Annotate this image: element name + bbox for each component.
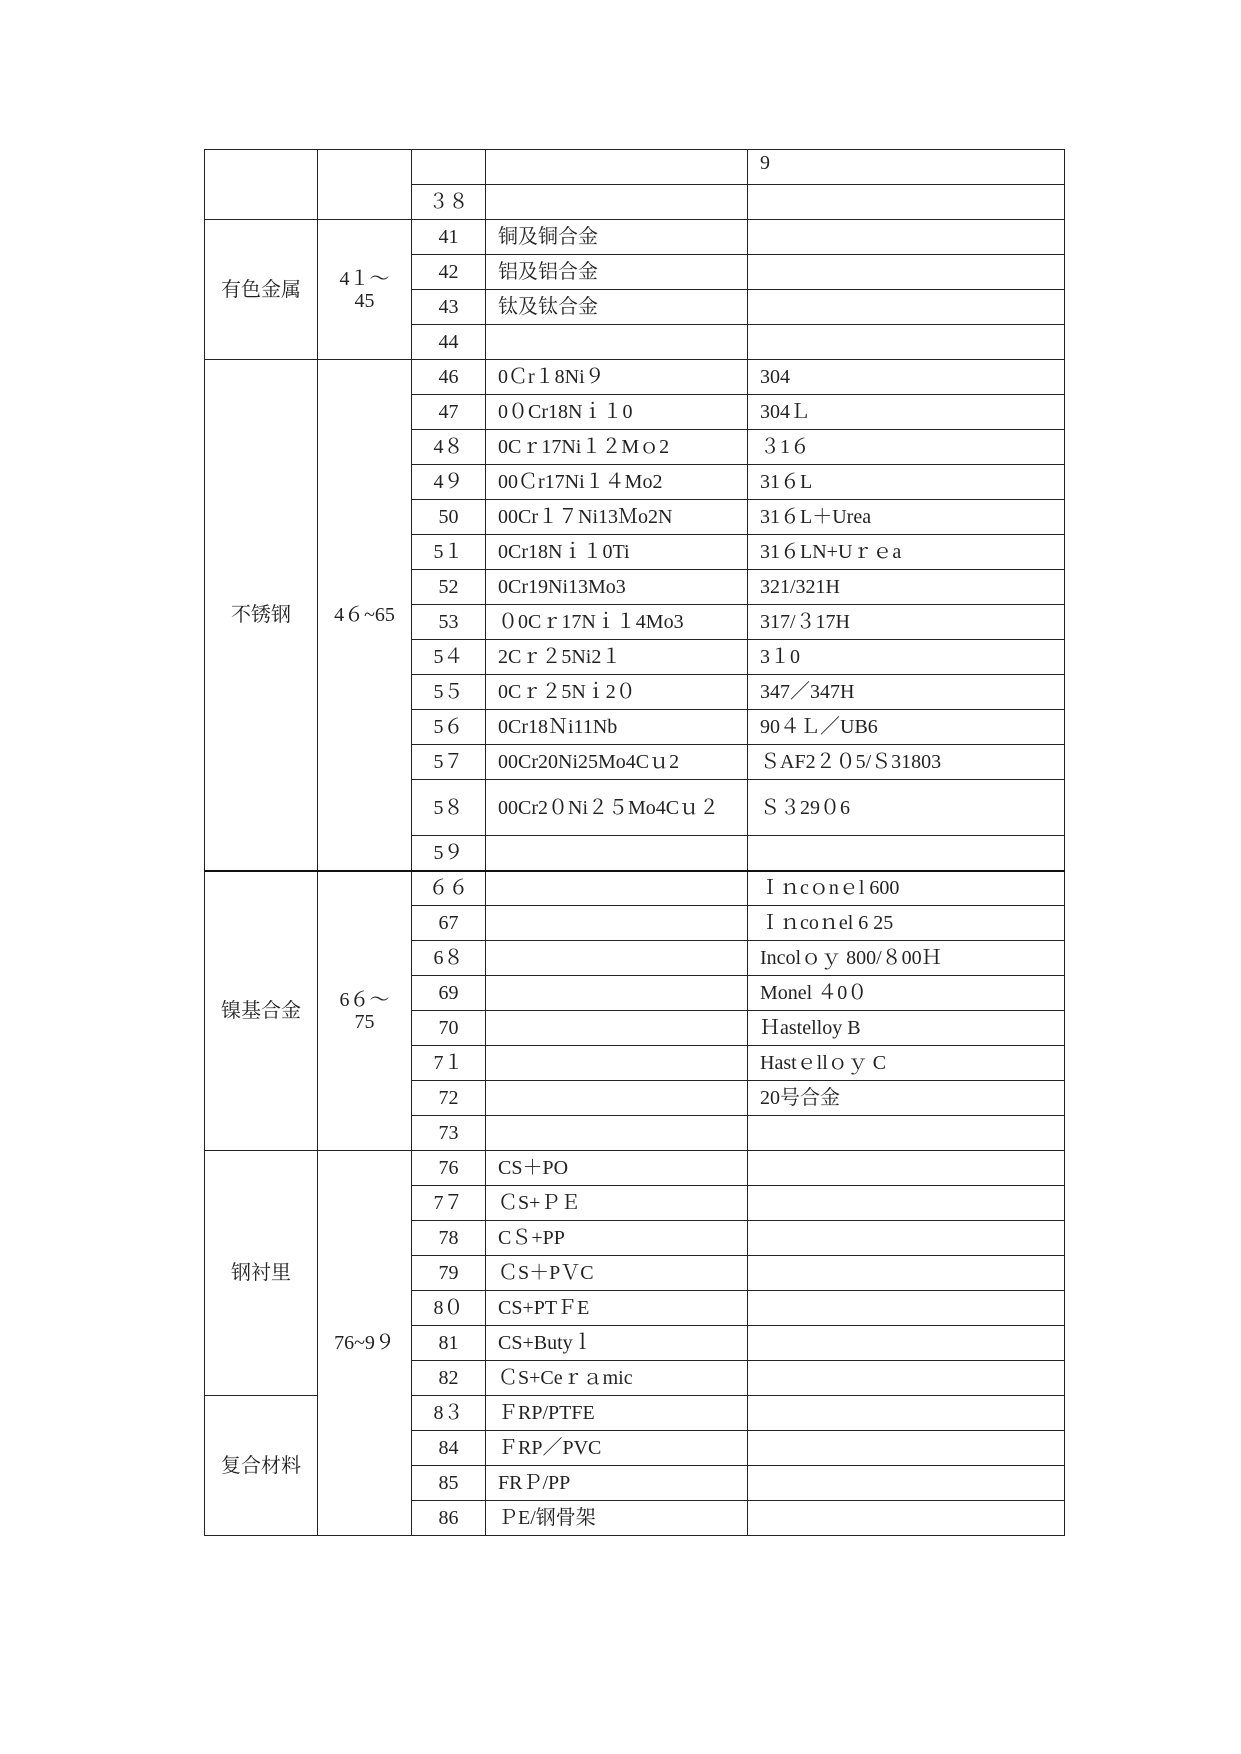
standard-grade-cell: 0Ｃr１8Ni９ <box>486 360 748 395</box>
row-number-cell: 7１ <box>412 1046 486 1081</box>
table-row <box>205 871 1065 906</box>
row-number-cell: 6８ <box>412 941 486 976</box>
equivalent-grade-cell <box>748 1256 1065 1291</box>
equivalent-grade-cell <box>748 1396 1065 1431</box>
row-number-cell: 47 <box>412 395 486 430</box>
table-row <box>205 360 1065 395</box>
row-number-cell: 72 <box>412 1081 486 1116</box>
row-number-cell <box>412 150 486 185</box>
equivalent-grade-cell: Ｉｎcoｎel 6 25 <box>748 906 1065 941</box>
standard-grade-cell: 铜及铜合金 <box>486 220 748 255</box>
equivalent-grade-cell: Monel ４0０ <box>748 976 1065 1011</box>
group-range-cell: 4６~65 <box>318 360 412 871</box>
standard-grade-cell: ＦRP／PVC <box>486 1431 748 1466</box>
row-number-cell: 79 <box>412 1256 486 1291</box>
standard-grade-cell <box>486 976 748 1011</box>
equivalent-grade-cell: 31６L＋Urea <box>748 500 1065 535</box>
equivalent-grade-cell: 317/３17H <box>748 605 1065 640</box>
equivalent-grade-cell <box>748 1116 1065 1151</box>
row-number-cell: 53 <box>412 605 486 640</box>
standard-grade-cell: CS+Butyｌ <box>486 1326 748 1361</box>
row-number-cell: 67 <box>412 906 486 941</box>
equivalent-grade-cell: 321/321H <box>748 570 1065 605</box>
equivalent-grade-cell: 304 <box>748 360 1065 395</box>
equivalent-grade-cell: 3１0 <box>748 640 1065 675</box>
equivalent-grade-cell <box>748 1291 1065 1326</box>
row-number-cell: 42 <box>412 255 486 290</box>
row-number-cell: 5５ <box>412 675 486 710</box>
equivalent-grade-cell <box>748 1501 1065 1536</box>
table-row <box>205 220 1065 255</box>
standard-grade-cell: 0Cr19Ni13Mo3 <box>486 570 748 605</box>
equivalent-grade-cell: 20号合金 <box>748 1081 1065 1116</box>
equivalent-grade-cell: 9 <box>748 150 1065 185</box>
equivalent-grade-cell <box>748 325 1065 360</box>
standard-grade-cell <box>486 325 748 360</box>
row-number-cell: 5６ <box>412 710 486 745</box>
standard-grade-cell: 钛及钛合金 <box>486 290 748 325</box>
equivalent-grade-cell <box>748 255 1065 290</box>
equivalent-grade-cell <box>748 1221 1065 1256</box>
equivalent-grade-cell <box>748 220 1065 255</box>
equivalent-grade-cell <box>748 1186 1065 1221</box>
equivalent-grade-cell: 31６L <box>748 465 1065 500</box>
row-number-cell: 5９ <box>412 836 486 871</box>
materials-table <box>204 149 1065 1536</box>
row-number-cell: 5１ <box>412 535 486 570</box>
equivalent-grade-cell <box>748 290 1065 325</box>
standard-grade-cell <box>486 1116 748 1151</box>
equivalent-grade-cell: Incolｏｙ 800/８00Ｈ <box>748 941 1065 976</box>
row-number-cell: 70 <box>412 1011 486 1046</box>
standard-grade-cell: 0Cr18Ｎi11Nb <box>486 710 748 745</box>
equivalent-grade-cell: Ｉｎcｏnｅl 600 <box>748 871 1065 906</box>
row-number-cell: 52 <box>412 570 486 605</box>
row-number-cell: 86 <box>412 1501 486 1536</box>
standard-grade-cell: 0Cr18Nｉ１0Ti <box>486 535 748 570</box>
row-number-cell: 84 <box>412 1431 486 1466</box>
group-name-cell: 不锈钢 <box>205 360 318 871</box>
standard-grade-cell: CS＋PO <box>486 1151 748 1186</box>
standard-grade-cell <box>486 906 748 941</box>
row-number-cell: 76 <box>412 1151 486 1186</box>
standard-grade-cell: ０0Cｒ17Nｉ１4Mo3 <box>486 605 748 640</box>
equivalent-grade-cell: 90４Ｌ／UB6 <box>748 710 1065 745</box>
standard-grade-cell: ＣS+ＰＥ <box>486 1186 748 1221</box>
standard-grade-cell: 0０Cr18Nｉ１0 <box>486 395 748 430</box>
equivalent-grade-cell: 304Ｌ <box>748 395 1065 430</box>
equivalent-grade-cell <box>748 1151 1065 1186</box>
row-number-cell: 82 <box>412 1361 486 1396</box>
standard-grade-cell: FRＰ/PP <box>486 1466 748 1501</box>
standard-grade-cell: ＦRP/PTFE <box>486 1396 748 1431</box>
standard-grade-cell <box>486 836 748 871</box>
equivalent-grade-cell <box>748 836 1065 871</box>
row-number-cell: 85 <box>412 1466 486 1501</box>
row-number-cell: 4９ <box>412 465 486 500</box>
row-number-cell: 78 <box>412 1221 486 1256</box>
standard-grade-cell: 2Cｒ２5Ni2１ <box>486 640 748 675</box>
standard-grade-cell: ＣS＋PＶC <box>486 1256 748 1291</box>
row-number-cell: 73 <box>412 1116 486 1151</box>
row-number-cell: 44 <box>412 325 486 360</box>
standard-grade-cell: 00Cr20Ni25Mo4Cｕ2 <box>486 745 748 780</box>
row-number-cell: 43 <box>412 290 486 325</box>
row-number-cell: 5７ <box>412 745 486 780</box>
equivalent-grade-cell: ３1６ <box>748 430 1065 465</box>
group-range-cell: 4１～45 <box>318 220 412 360</box>
standard-grade-cell: 0Cｒ17Ni１２Mｏ2 <box>486 430 748 465</box>
group-range-cell: 76~9９ <box>318 1151 412 1536</box>
row-number-cell: ６６ <box>412 871 486 906</box>
equivalent-grade-cell: 31６LN+Uｒｅa <box>748 535 1065 570</box>
equivalent-grade-cell: Ｓ３29０6 <box>748 780 1065 836</box>
row-number-cell: 8３ <box>412 1396 486 1431</box>
standard-grade-cell <box>486 185 748 220</box>
row-number-cell: 69 <box>412 976 486 1011</box>
group-name-cell: 有色金属 <box>205 220 318 360</box>
table-row <box>205 150 1065 185</box>
group-name-cell: 钢衬里 <box>205 1151 318 1396</box>
standard-grade-cell <box>486 1081 748 1116</box>
group-name-cell <box>205 150 318 220</box>
standard-grade-cell <box>486 871 748 906</box>
standard-grade-cell: 00Cr2０Ni２５Mo4Cｕ２ <box>486 780 748 836</box>
equivalent-grade-cell: ＳAF2２０5/Ｓ31803 <box>748 745 1065 780</box>
standard-grade-cell <box>486 1046 748 1081</box>
standard-grade-cell <box>486 150 748 185</box>
group-range-cell: 6６～75 <box>318 871 412 1151</box>
standard-grade-cell: 0Cｒ２5Nｉ2０ <box>486 675 748 710</box>
row-number-cell: 8０ <box>412 1291 486 1326</box>
standard-grade-cell: ＣS+Ceｒａmic <box>486 1361 748 1396</box>
materials-table-body <box>205 150 1065 1536</box>
equivalent-grade-cell: Ｈastelloy B <box>748 1011 1065 1046</box>
standard-grade-cell: 00Ｃr17Ni１４Mo2 <box>486 465 748 500</box>
standard-grade-cell: CＳ+PP <box>486 1221 748 1256</box>
row-number-cell: 50 <box>412 500 486 535</box>
row-number-cell: 81 <box>412 1326 486 1361</box>
row-number-cell: 5８ <box>412 780 486 836</box>
equivalent-grade-cell <box>748 1326 1065 1361</box>
row-number-cell: 7７ <box>412 1186 486 1221</box>
standard-grade-cell: 铝及铝合金 <box>486 255 748 290</box>
equivalent-grade-cell: 347／347H <box>748 675 1065 710</box>
equivalent-grade-cell <box>748 185 1065 220</box>
standard-grade-cell: 00Cr１７Ni13Ｍo2N <box>486 500 748 535</box>
equivalent-grade-cell <box>748 1466 1065 1501</box>
row-number-cell: ３８ <box>412 185 486 220</box>
row-number-cell: 41 <box>412 220 486 255</box>
group-name-cell: 镍基合金 <box>205 871 318 1151</box>
equivalent-grade-cell: Hastｅllｏｙ C <box>748 1046 1065 1081</box>
group-name-cell: 复合材料 <box>205 1396 318 1536</box>
table-row <box>205 1151 1065 1186</box>
standard-grade-cell: CS+PTＦE <box>486 1291 748 1326</box>
row-number-cell: 4８ <box>412 430 486 465</box>
standard-grade-cell <box>486 941 748 976</box>
group-range-cell <box>318 150 412 220</box>
standard-grade-cell: ＰE/钢骨架 <box>486 1501 748 1536</box>
equivalent-grade-cell <box>748 1361 1065 1396</box>
equivalent-grade-cell <box>748 1431 1065 1466</box>
row-number-cell: 5４ <box>412 640 486 675</box>
row-number-cell: 46 <box>412 360 486 395</box>
standard-grade-cell <box>486 1011 748 1046</box>
